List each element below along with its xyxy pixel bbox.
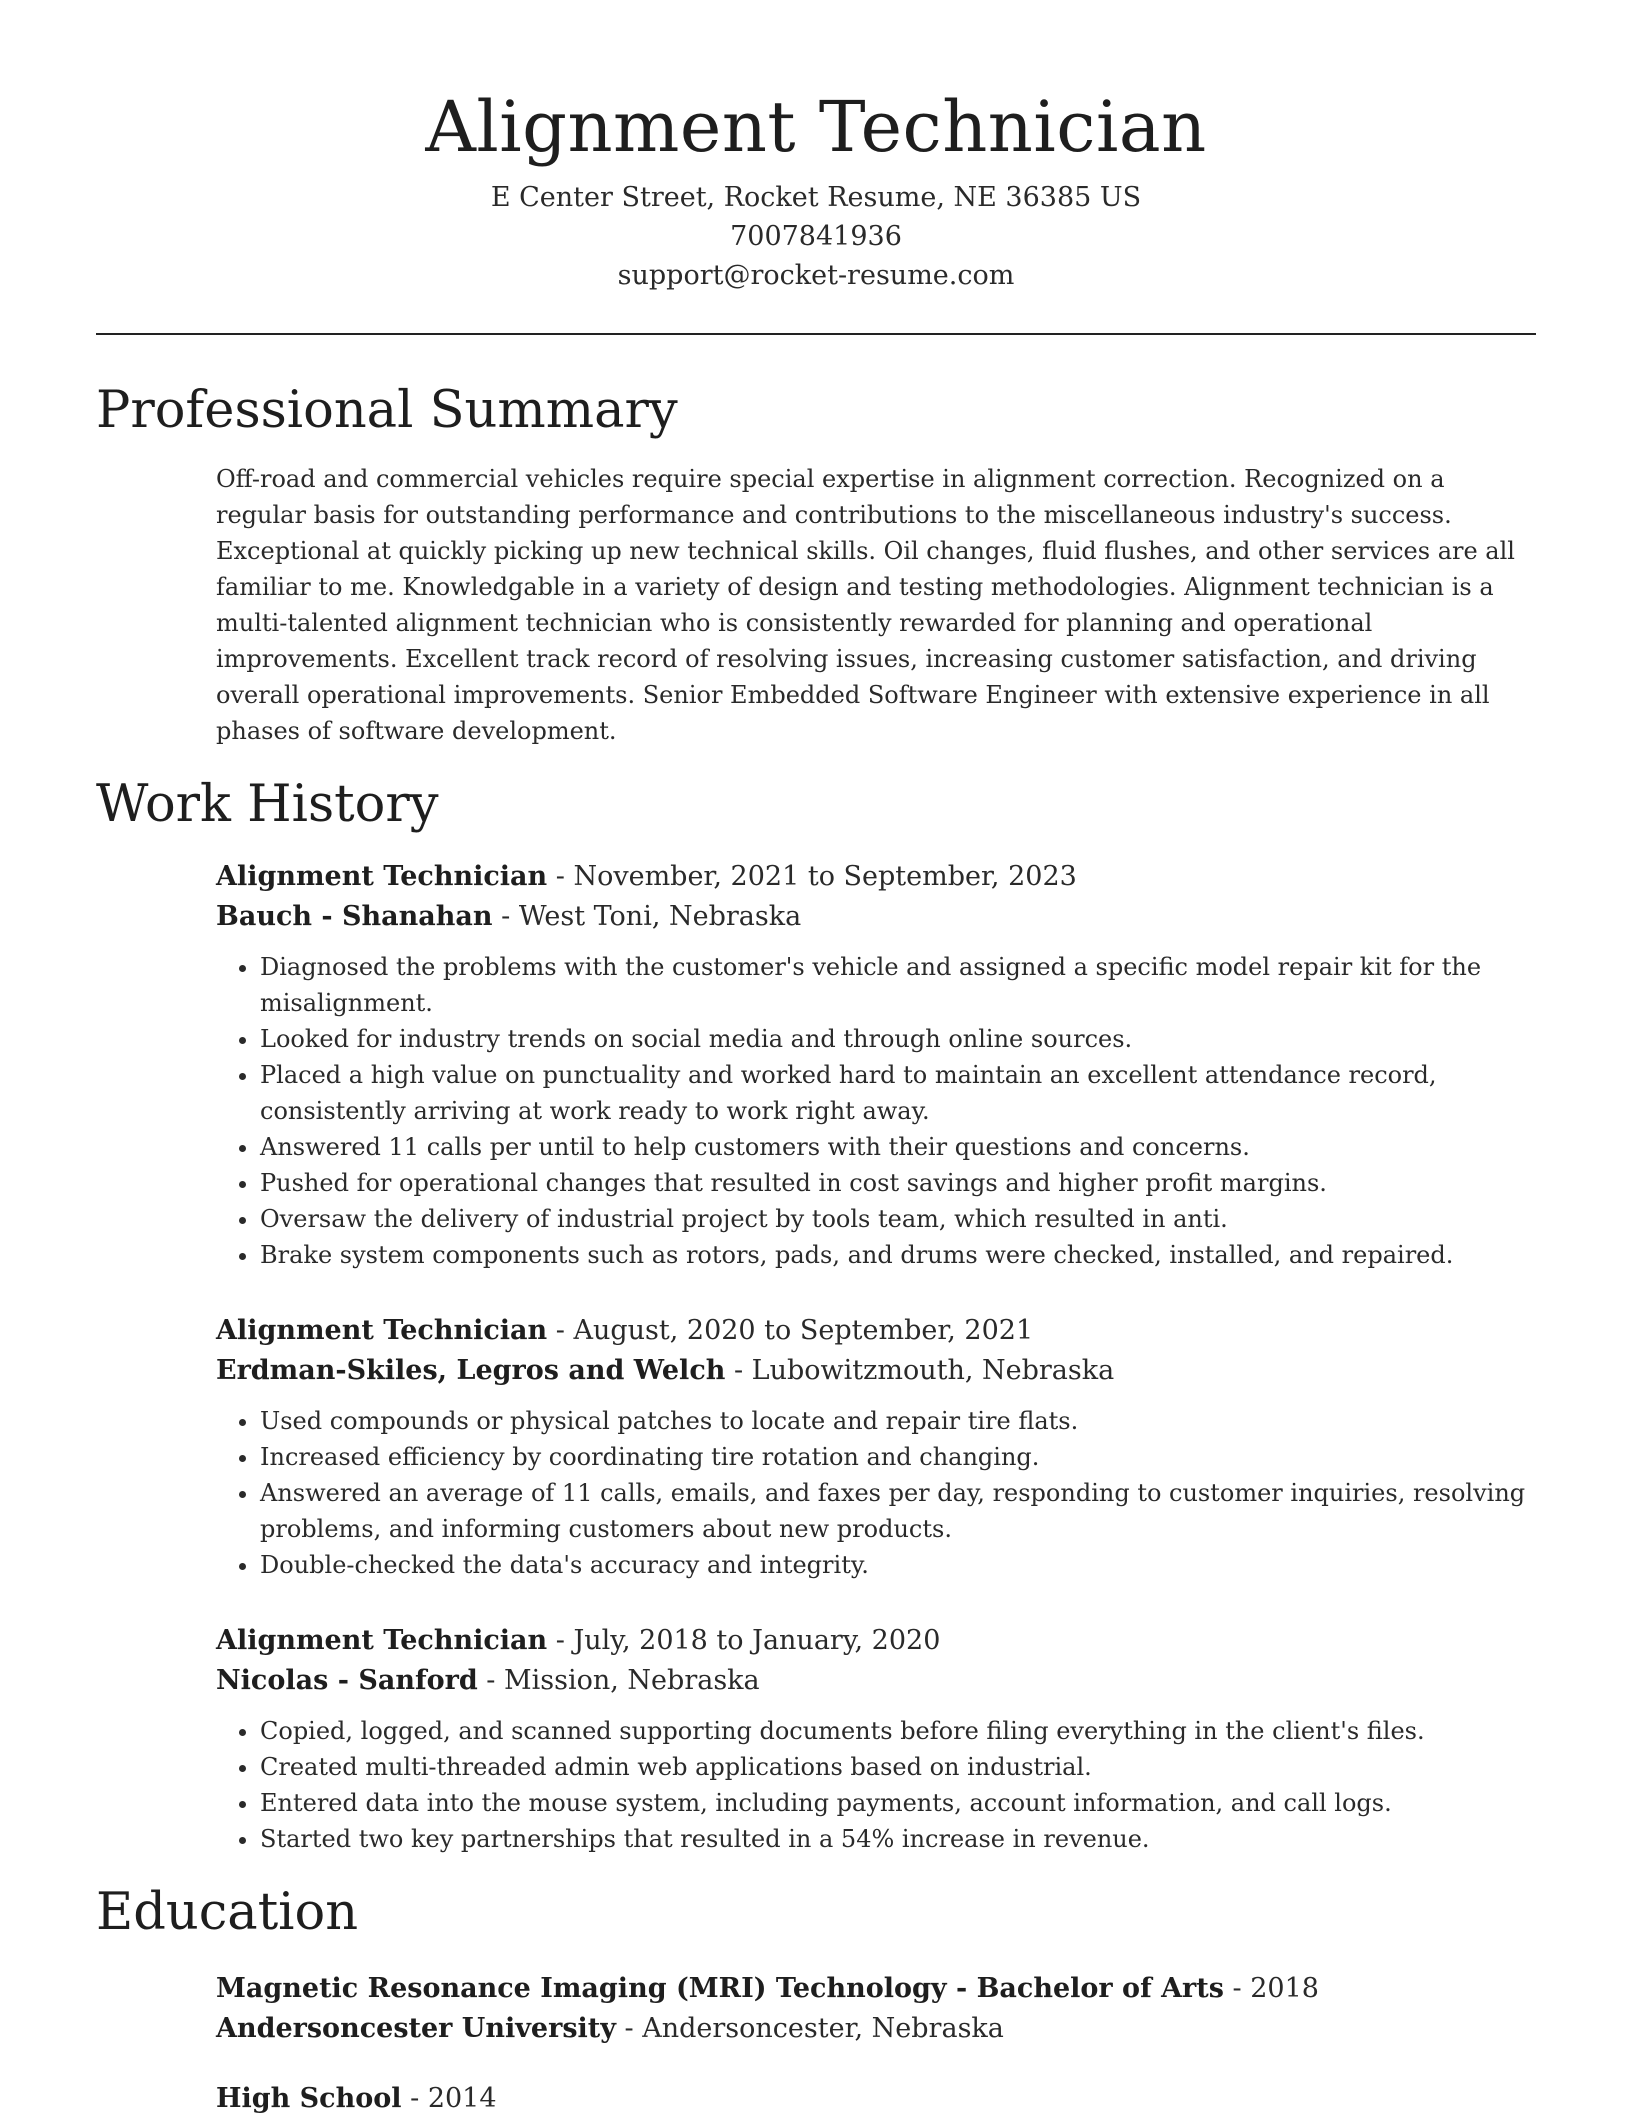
contact-address: E Center Street, Rocket Resume, NE 36385 US <box>490 182 1142 213</box>
job-entry <box>216 1621 1536 1857</box>
job-title-line <box>216 1621 1536 1661</box>
education-entry <box>216 1969 1536 2049</box>
job-location: - West Toni, Nebraska <box>492 901 802 932</box>
job-entry <box>216 857 1536 1273</box>
bullet-item: • Used compounds or physical patches to locate and repair tire flats. <box>260 1403 1536 1439</box>
education-entry <box>216 2079 1536 2119</box>
bullet-item: • Diagnosed the problems with the customer's vehicle and assigned a specific model repair kit for the misalignment. <box>260 949 1536 1021</box>
education-degree: High School <box>216 2083 402 2114</box>
bullet-item: • Oversaw the delivery of industrial project by tools team, which resulted in anti. <box>260 1201 1536 1237</box>
work-history-section <box>216 857 1536 1857</box>
education-degree: Magnetic Resonance Imaging (MRI) Technology - Bachelor of Arts <box>216 1973 1224 2004</box>
job-title-line <box>216 1311 1536 1351</box>
candidate-name: Alignment Technician <box>425 86 1207 168</box>
resume-header <box>96 0 1536 295</box>
contact-phone: 7007841936 <box>730 221 902 252</box>
bullet-item: • Placed a high value on punctuality and worked hard to maintain an excellent attendance record, consistently arriving at work ready to work right away. <box>260 1057 1536 1129</box>
job-dates: - August, 2020 to September, 2021 <box>547 1315 1034 1346</box>
bullet-item: • Pushed for operational changes that resulted in cost savings and higher profit margins. <box>260 1165 1536 1201</box>
resume-page <box>96 0 1536 2119</box>
education-degree-line <box>216 2079 1536 2119</box>
header-divider <box>96 333 1536 335</box>
job-company: Erdman-Skiles, Legros and Welch <box>216 1355 726 1386</box>
education-year: - 2014 <box>401 2083 497 2114</box>
summary-section <box>216 461 1536 749</box>
job-bullets <box>216 949 1536 1273</box>
job-dates: - July, 2018 to January, 2020 <box>547 1625 941 1656</box>
bullet-item: • Entered data into the mouse system, including payments, account information, and call logs. <box>260 1785 1536 1821</box>
bullet-item: • Increased efficiency by coordinating tire rotation and changing. <box>260 1439 1536 1475</box>
bullet-item: • Copied, logged, and scanned supporting documents before filing everything in the client's files. <box>260 1713 1536 1749</box>
education-location: - Andersoncester, Nebraska <box>615 2013 1004 2044</box>
bullet-item: • Answered an average of 11 calls, emails, and faxes per day, responding to customer inquiries, resolving problems, and informing customers about new products. <box>260 1475 1536 1547</box>
education-school: Andersoncester University <box>216 2013 616 2044</box>
contact-email: support@rocket-resume.com <box>617 260 1015 291</box>
job-company-line <box>216 1661 1536 1701</box>
job-company-line <box>216 1351 1536 1391</box>
education-school-line <box>216 2009 1536 2049</box>
contact-info <box>96 178 1536 295</box>
job-location: - Lubowitzmouth, Nebraska <box>725 1355 1115 1386</box>
job-location: - Mission, Nebraska <box>477 1665 760 1696</box>
work-history-heading: Work History <box>96 775 439 834</box>
education-section <box>216 1969 1536 2119</box>
job-entry <box>216 1311 1536 1583</box>
job-title-line <box>216 857 1536 897</box>
job-role: Alignment Technician <box>216 861 548 892</box>
job-bullets <box>216 1713 1536 1857</box>
bullet-item: • Looked for industry trends on social media and through online sources. <box>260 1021 1536 1057</box>
bullet-item: • Brake system components such as rotors, pads, and drums were checked, installed, and repaired. <box>260 1237 1536 1273</box>
education-heading: Education <box>96 1883 359 1942</box>
job-dates: - November, 2021 to September, 2023 <box>547 861 1077 892</box>
summary-text: Off-road and commercial vehicles require special expertise in alignment correction. Recognized on a regular basis for outstanding performance and contributions to the miscellaneous industry's success. Exceptional at quickly picking up new technical skills. Oil changes, fluid flushes, and other services are all familiar to me. Knowledgable in a variety of design and testing methodologies. Alignment technician is a multi-talented alignment technician who is consistently rewarded for planning and operational improvements. Excellent track record of resolving issues, increasing customer satisfaction, and driving overall operational improvements. Senior Embedded Software Engineer with extensive experience in all phases of software development. <box>216 465 1515 745</box>
bullet-item: • Started two key partnerships that resulted in a 54% increase in revenue. <box>260 1821 1536 1857</box>
job-company: Nicolas - Sanford <box>216 1665 478 1696</box>
bullet-item: • Created multi-threaded admin web applications based on industrial. <box>260 1749 1536 1785</box>
bullet-item: • Double-checked the data's accuracy and integrity. <box>260 1547 1536 1583</box>
job-role: Alignment Technician <box>216 1315 548 1346</box>
education-year: - 2018 <box>1223 1973 1319 2004</box>
summary-heading: Professional Summary <box>96 381 678 440</box>
job-bullets <box>216 1403 1536 1583</box>
bullet-item: • Answered 11 calls per until to help customers with their questions and concerns. <box>260 1129 1536 1165</box>
job-company-line <box>216 897 1536 937</box>
education-degree-line <box>216 1969 1536 2009</box>
job-role: Alignment Technician <box>216 1625 548 1656</box>
job-company: Bauch - Shanahan <box>216 901 493 932</box>
